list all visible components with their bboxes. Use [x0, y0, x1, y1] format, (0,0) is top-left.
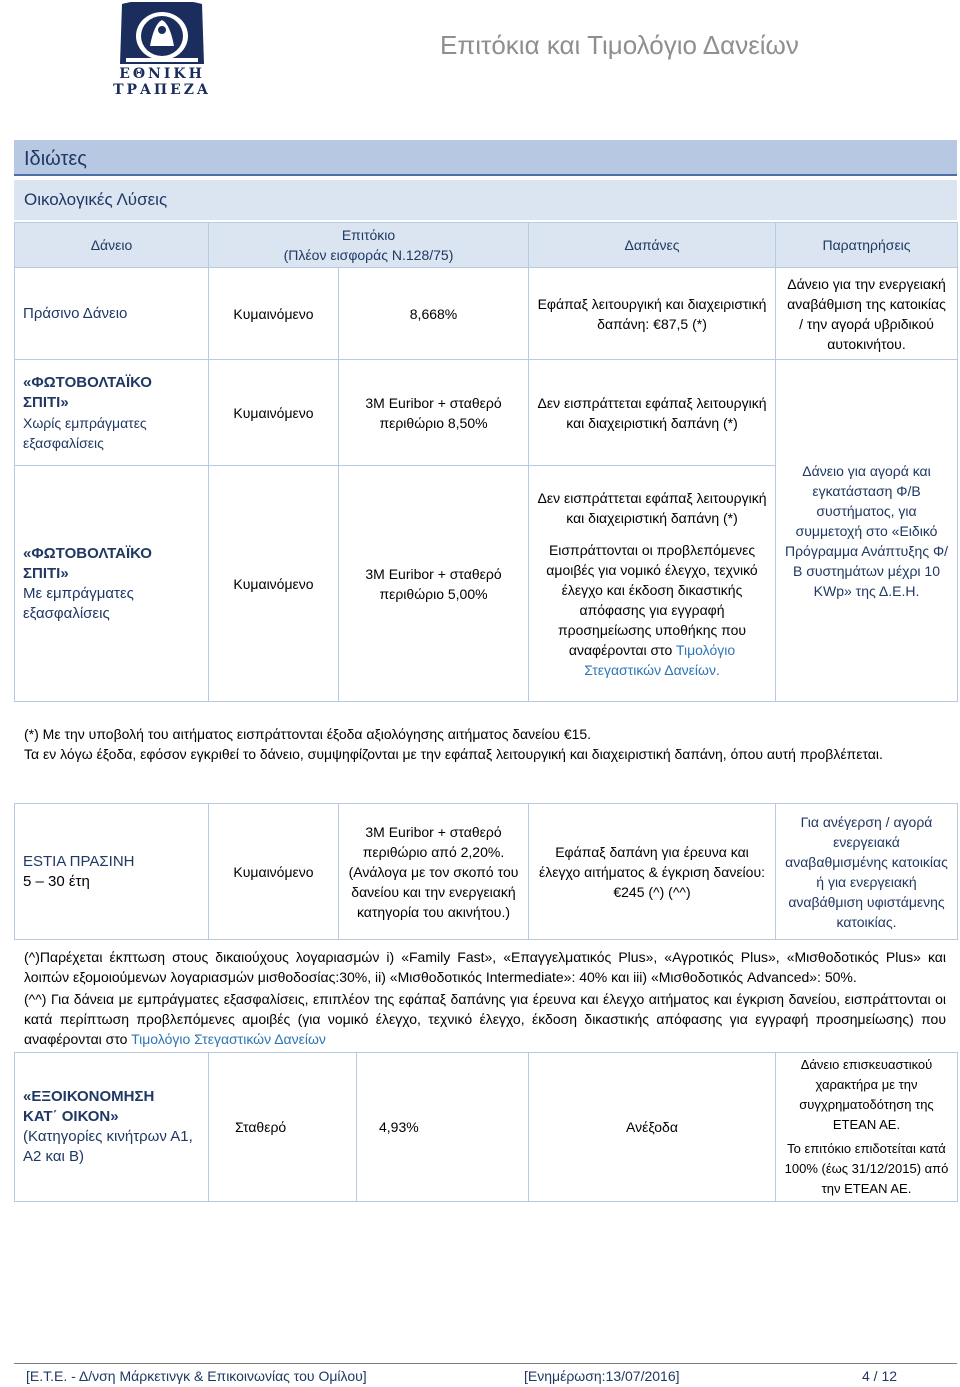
costs-cell — [529, 466, 776, 702]
footnote-discounts — [24, 947, 946, 1049]
footnote-line-2: Τα εν λόγω έξοδα, εφόσον εγκριθεί το δάνειο, συμψηφίζονται με την εφάπαξ λειτουργική και διαχειριστική δαπάνη, όπου αυτή προβλέπεται. — [24, 746, 883, 762]
remarks-cell — [776, 1053, 958, 1202]
section-eco-solutions-label: Οικολογικές Λύσεις — [24, 190, 168, 209]
loan-subtitle: Χωρίς εμπράγματες εξασφαλίσεις — [23, 414, 147, 451]
loan-name: «ΦΩΤΟΒΟΛΤΑΪΚΟ ΣΠΙΤΙ» — [23, 373, 152, 411]
loan-pricing-link[interactable]: Τιμολόγιο Στεγαστικών Δανείων. — [584, 641, 736, 678]
costs-cell: Δεν εισπράττεται εφάπαξ λειτουργική και διαχειριστική δαπάνη (*) — [529, 360, 776, 466]
costs-line-2-text: Εισπράττονται οι προβλεπόμενες αμοιβές για νομικό έλεγχο, τεχνικό έλεγχο και έκδοση δικαστικής απόφασης για εγγραφή προσημείωσης υποθήκης που αναφέρονται στο — [546, 541, 758, 658]
footnote-double-caret — [24, 989, 946, 1049]
table-header-row — [15, 223, 958, 268]
remarks-line-2: Το επιτόκιο επιδοτείται κατά 100% (έως 31/12/2015) από την ΕΤΕΑΝ ΑΕ. — [784, 1141, 949, 1196]
pv-remarks-cell: Δάνειο για αγορά και εγκατάσταση Φ/Β συστήματος, για συμμετοχή στο «Ειδικό Πρόγραμμα Ανάπτυξης Φ/Β συστημάτων μέχρι 10 KWp» της Δ.Ε.Η. — [776, 360, 958, 702]
rate-type: Κυμαινόμενο — [209, 360, 339, 466]
loan-name-2: ΚΑΤ΄ ΟΙΚΟΝ» — [23, 1108, 119, 1125]
footnote-caret: (^)Παρέχεται έκπτωση στους δικαιούχους λογαριασμών i) «Family Fast», «Επαγγελματικός Plus», «Αγροτικός Plus», «Μισθοδοτικός Plus» και λοιπών εξομοιούμενων λογαριασμών μισθοδοσίας:30%, ii) «Μισθοδοτικός Intermediate»: 40% και iii) «Μισθοδοτικός Advanced»: 50%. — [24, 949, 946, 985]
document-title: Επιτόκια και Τιμολόγιο Δανείων — [440, 30, 799, 60]
rate-type: Σταθερό — [209, 1053, 357, 1202]
loan-pricing-link-2[interactable]: Τιμολόγιο Στεγαστικών Δανείων — [131, 1031, 326, 1047]
rate-value: 3Μ Euribor + σταθερό περιθώριο 8,50% — [339, 360, 529, 466]
costs-cell: Εφάπαξ δαπάνη για έρευνα και έλεγχο αιτήματος & έγκριση δανείου: €245 (^) (^^) — [529, 804, 776, 940]
remarks-cell: Για ανέγερση / αγορά ενεργειακά αναβαθμισμένης κατοικίας ή για ενεργειακή αναβάθμιση υφιστάμενης κατοικίας. — [776, 804, 958, 940]
rate-type: Κυμαινόμενο — [209, 268, 339, 360]
header-loan: Δάνειο — [15, 223, 209, 268]
costs-line-1: Δεν εισπράττεται εφάπαξ λειτουργική και διαχειριστική δαπάνη (*) — [537, 489, 767, 526]
page-footer — [26, 1368, 367, 1384]
estia-table — [14, 803, 958, 940]
footnote-evaluation — [24, 724, 946, 764]
loan-name-cell — [15, 1053, 209, 1202]
footer-department: [Ε.Τ.Ε. - Δ/νση Μάρκετινγκ & Επικοινωνίας του Ομίλου] — [26, 1368, 367, 1384]
loan-term: 5 – 30 έτη — [23, 872, 90, 890]
eco-loans-table — [14, 222, 958, 702]
table-row — [15, 360, 958, 466]
rate-type: Κυμαινόμενο — [209, 804, 339, 940]
header-rate — [209, 223, 529, 268]
footnote-line-1: (*) Με την υποβολή του αιτήματος εισπράττονται έξοδα αξιολόγησης αιτήματος δανείου €15. — [24, 726, 592, 742]
table-row — [15, 804, 958, 940]
logo-wordmark: ΕΘΝΙΚΗ ΤΡΑΠΕΖΑ — [113, 66, 211, 98]
costs-cell: Εφάπαξ λειτουργική και διαχειριστική δαπάνη: €87,5 (*) — [529, 268, 776, 360]
footer-updated: [Ενημέρωση:13/07/2016] — [524, 1368, 680, 1384]
footnote-double-caret-text: (^^) Για δάνεια με εμπράγματες εξασφαλίσεις, επιπλέον της εφάπαξ δαπάνης για έρευνα και έλεγχο αιτήματος και έγκριση δανείου, εισπράττονται οι κατά περίπτωση προβλεπόμενες αμοιβές (για νομικό έλεγχο, τεχνικό έλεγχο, έκδοση δικαστικής απόφασης για εγγραφή προσημείωσης) που αναφέρονται στο — [24, 991, 946, 1047]
footer-divider — [14, 1363, 957, 1364]
exoikonomisi-table — [14, 1052, 958, 1202]
rate-type: Κυμαινόμενο — [209, 466, 339, 702]
loan-name-cell — [15, 360, 209, 466]
rate-value: 3Μ Euribor + σταθερό περιθώριο 5,00% — [339, 466, 529, 702]
table-row — [15, 1053, 958, 1202]
costs-line-2 — [537, 540, 767, 680]
loan-name-cell — [15, 804, 209, 940]
header-rate-line2: (Πλέον εισφοράς Ν.128/75) — [283, 247, 454, 263]
costs-cell: Ανέξοδα — [529, 1053, 776, 1202]
loan-name: «ΦΩΤΟΒΟΛΤΑΪΚΟ ΣΠΙΤΙ» — [23, 544, 152, 582]
footer-page-number: 4 / 12 — [862, 1368, 898, 1384]
loan-name: ESTIA ΠΡΑΣΙΝΗ — [23, 852, 135, 870]
section-eco-solutions — [14, 180, 957, 220]
remarks-line-1: Δάνειο επισκευαστικού χαρακτήρα με την συγχρηματοδότηση της ΕΤΕΑΝ ΑΕ. — [799, 1057, 934, 1132]
remarks-cell: Δάνειο για την ενεργειακή αναβάθμιση της κατοικίας / την αγορά υβριδικού αυτοκινήτου. — [776, 268, 958, 360]
table-row — [15, 268, 958, 360]
loan-name-1: «ΕΞΟΙΚΟΝΟΜΗΣΗ — [23, 1088, 155, 1105]
logo-emblem-icon — [120, 2, 204, 64]
section-individuals-label: Ιδιώτες — [24, 148, 87, 170]
section-individuals — [14, 140, 957, 176]
loan-name-cell — [15, 466, 209, 702]
header-remarks: Παρατηρήσεις — [776, 223, 958, 268]
loan-subtitle: (Κατηγορίες κινήτρων Α1, Α2 και Β) — [23, 1128, 193, 1165]
rate-value: 8,668% — [339, 268, 529, 360]
rate-value: 3Μ Euribor + σταθερό περιθώριο από 2,20%. (Ανάλογα με τον σκοπό του δανείου και την ενεργειακή κατηγορία του ακινήτου.) — [339, 804, 529, 940]
loan-name: Πράσινο Δάνειο — [15, 268, 209, 360]
header-costs: Δαπάνες — [529, 223, 776, 268]
rate-value: 4,93% — [357, 1053, 529, 1202]
header-rate-line1: Επιτόκιο — [341, 227, 396, 243]
loan-subtitle: Με εμπράγματες εξασφαλίσεις — [23, 584, 134, 622]
